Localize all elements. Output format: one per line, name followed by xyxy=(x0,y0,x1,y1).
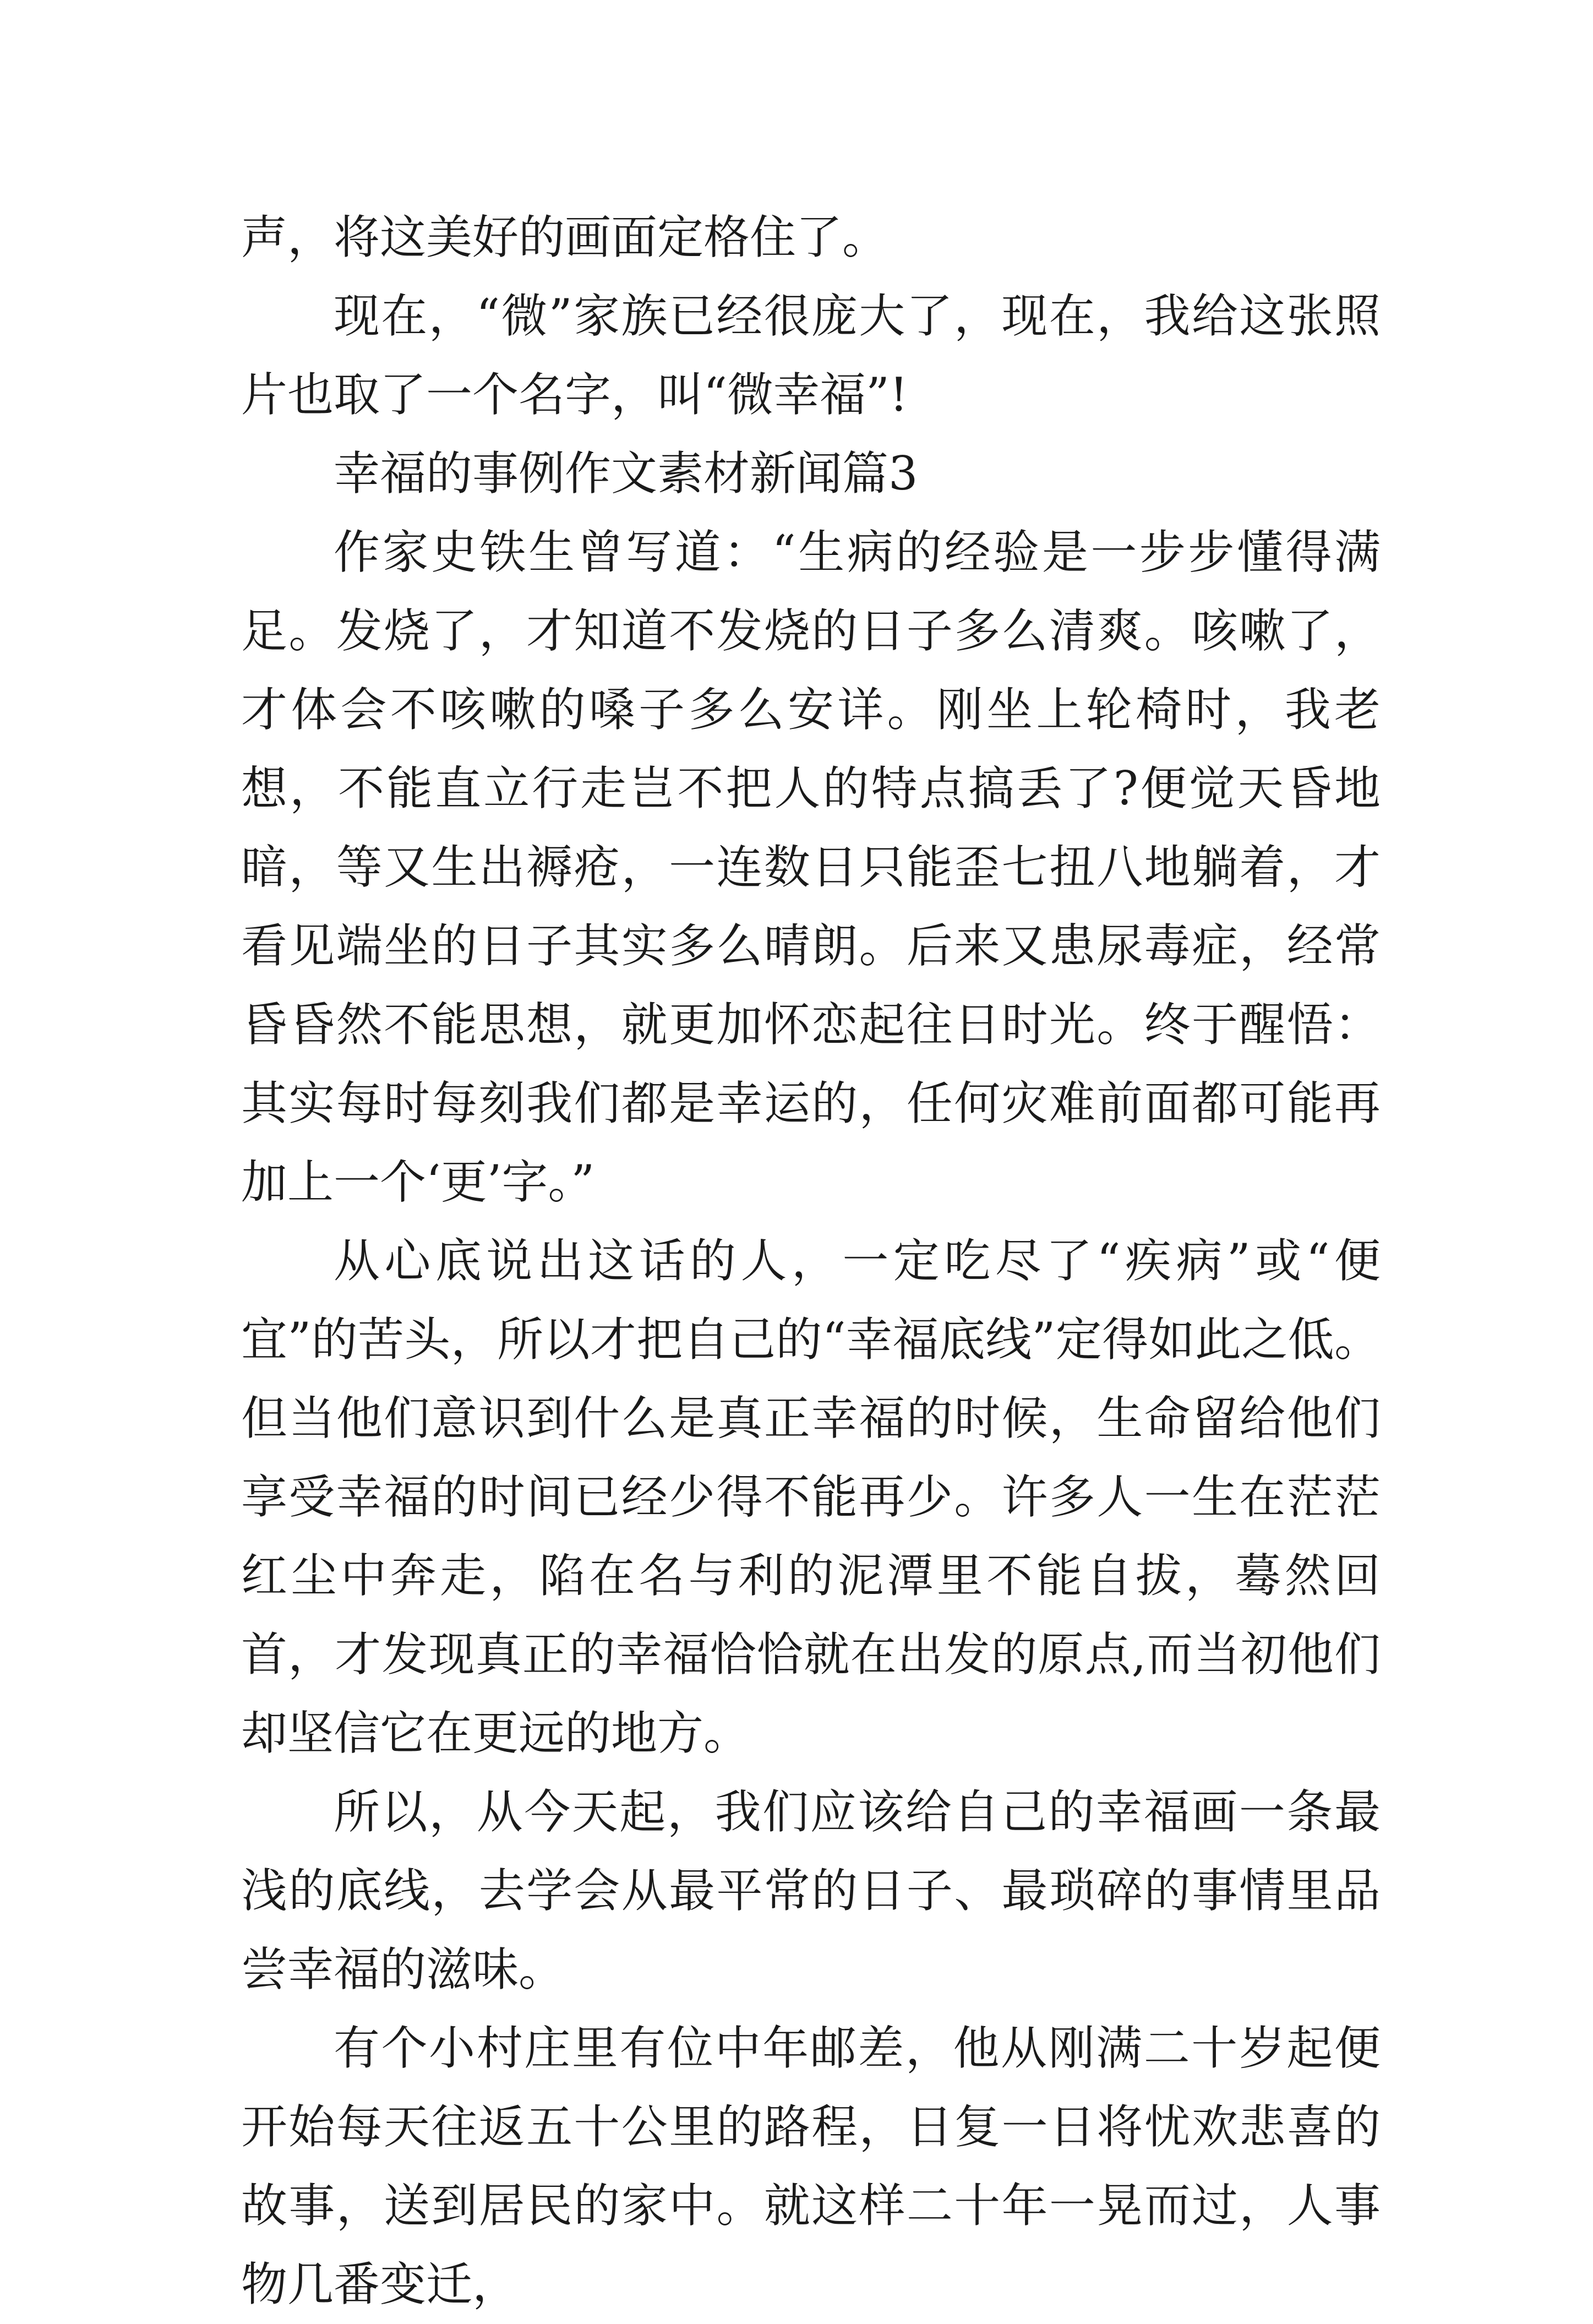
paragraph: 所以，从今天起，我们应该给自己的幸福画一条最浅的底线，去学会从最平常的日子、最琐碎的事情里品尝幸福的滋味。 xyxy=(241,1785,1381,1996)
paragraph: 作家史铁生曾写道：“生病的经验是一步步懂得满足。发烧了，才知道不发烧的日子多么清爽。咳嗽了，才体会不咳嗽的嗓子多么安详。刚坐上轮椅时，我老想，不能直立行走岂不把人的特点搞丢了?便觉天昏地暗，等又生出褥疮，一连数日只能歪七扭八地躺着，才看见端坐的日子其实多么晴朗。后来又患尿毒症，经常昏昏然不能思想，就更加怀恋起往日时光。终于醒悟：其实每时每刻我们都是幸运的，任何灾难前面都可能再加上一个‘更’字。” xyxy=(241,525,1381,1209)
paragraph: 现在，“微”家族已经很庞大了，现在，我给这张照片也取了一个名字，叫“微幸福”! xyxy=(241,289,1381,422)
paragraph: 有个小村庄里有位中年邮差，他从刚满二十岁起便开始每天往返五十公里的路程，日复一日将忧欢悲喜的故事，送到居民的家中。就这样二十年一晃而过，人事物几番变迁， xyxy=(241,2021,1381,2311)
section-heading: 幸福的事例作文素材新闻篇3 xyxy=(334,447,918,500)
document-body xyxy=(241,198,1381,2324)
paragraph-continuation: 声，将这美好的画面定格住了。 xyxy=(241,210,889,264)
paragraph: 从心底说出这话的人，一定吃尽了“疾病”或“便宜”的苦头，所以才把自己的“幸福底线”定得如此之低。但当他们意识到什么是真正幸福的时候，生命留给他们享受幸福的时间已经少得不能再少。许多人一生在茫茫红尘中奔走，陷在名与利的泥潭里不能自拔，蓦然回首，才发现真正的幸福恰恰就在出发的原点,而当初他们却坚信它在更远的地方。 xyxy=(241,1234,1381,1760)
